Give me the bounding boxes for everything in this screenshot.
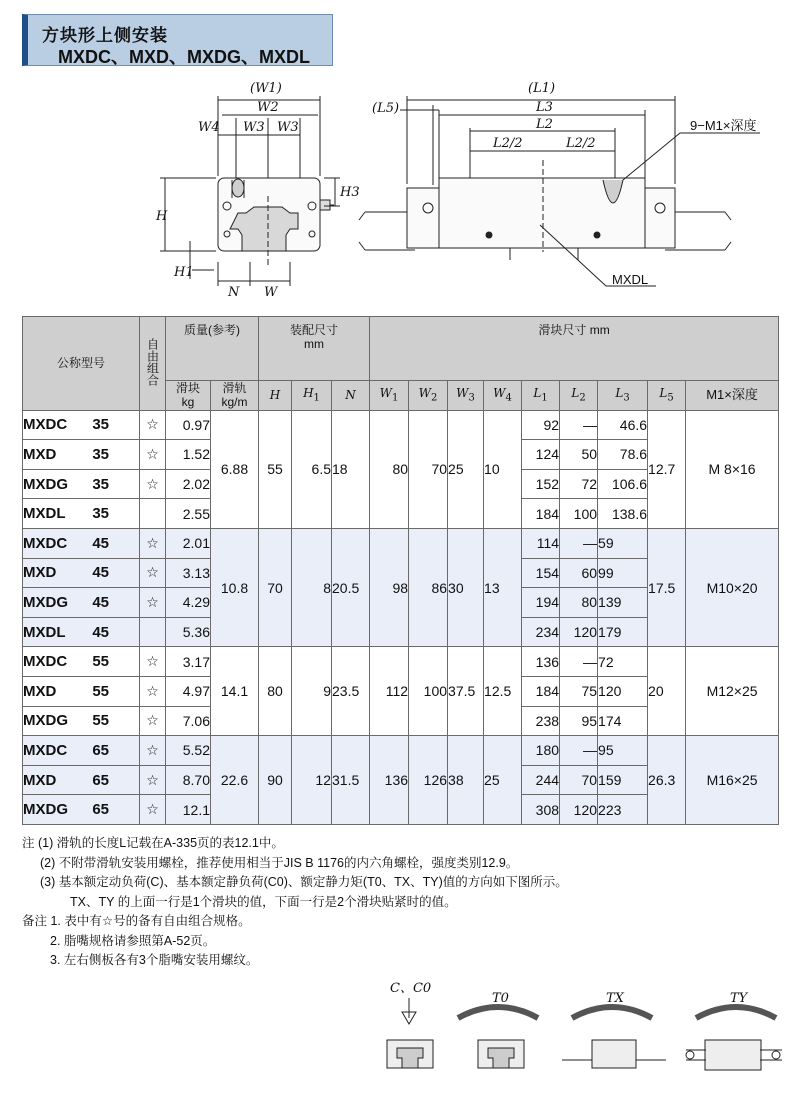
h-H1: $H_1$	[292, 381, 332, 411]
dim-l1-cell: 308	[522, 795, 560, 825]
dim-w4-cell: 10	[484, 410, 522, 528]
dim-w1-cell: 80	[370, 410, 409, 528]
model-size: 45	[92, 623, 109, 641]
note-2: (2) 不附带滑轨安装用螺栓，推荐使用相当于JIS B 1176的内六角螺栓，强度类别12.9。	[40, 855, 519, 870]
dim-l3-cell: 139	[598, 588, 648, 618]
h-rail: 滑轨 kg/m	[211, 381, 259, 411]
dim-n: N	[228, 285, 240, 300]
block-mass-cell: 2.01	[166, 528, 211, 558]
model-size: 55	[92, 712, 109, 730]
model-name: MXDL	[23, 505, 66, 523]
dim-l1-cell: 234	[522, 617, 560, 647]
free-combination-cell	[140, 499, 166, 529]
dim-w1-cell: 136	[370, 736, 409, 825]
note-4: TX、TY 的上面一行是1个滑块的值，下面一行是2个滑块贴紧时的值。	[70, 894, 457, 909]
model-name: MXD	[23, 445, 57, 463]
dimension-drawing	[0, 0, 800, 320]
dim-l3-cell: 59	[598, 528, 648, 558]
h-W3: $W_3$	[448, 381, 484, 411]
dim-l3-cell: 106.6	[598, 469, 648, 499]
model-size: 65	[92, 771, 109, 789]
dim-l1-cell: 184	[522, 499, 560, 529]
rail-mass-cell: 14.1	[211, 647, 259, 736]
block-mass-cell: 4.29	[166, 588, 211, 618]
dim-h: H	[156, 209, 168, 224]
h-M1: M1×深度	[686, 381, 779, 411]
free-combination-cell: ☆	[140, 588, 166, 618]
model-size: 45	[92, 593, 109, 611]
dim-h1-cell: 12	[292, 736, 332, 825]
h-W1: $W_1$	[370, 381, 409, 411]
model-cell	[23, 469, 140, 499]
model-cell	[23, 795, 140, 825]
remark-2: 2. 脂嘴规格请参照第A-52页。	[50, 933, 216, 948]
dim-w3-left: W3	[243, 120, 265, 135]
model-size: 45	[92, 564, 109, 582]
dim-l2-cell: 80	[560, 588, 598, 618]
dim-l2-cell: 75	[560, 676, 598, 706]
remark-3: 3. 左右侧板各有3个脂嘴安装用螺纹。	[50, 953, 259, 967]
dim-l1-cell: 136	[522, 647, 560, 677]
dim-l3-cell: 138.6	[598, 499, 648, 529]
block-mass-cell: 5.36	[166, 617, 211, 647]
dim-l3-cell: 72	[598, 647, 648, 677]
dim-l5-cell: 26.3	[648, 736, 686, 825]
free-combination-cell: ☆	[140, 558, 166, 588]
model-cell	[23, 528, 140, 558]
dim-l5: (L5)	[372, 101, 400, 116]
dim-h3: H3	[340, 185, 360, 200]
model-name: MXDG	[23, 712, 68, 730]
free-combination-cell: ☆	[140, 736, 166, 766]
free-combination-cell: ☆	[140, 469, 166, 499]
model-cell	[23, 676, 140, 706]
dim-n-cell: 23.5	[332, 647, 370, 736]
block-mass-cell: 12.1	[166, 795, 211, 825]
rail-mass-cell: 6.88	[211, 410, 259, 528]
dim-l2-cell: 50	[560, 440, 598, 470]
free-combination-cell: ☆	[140, 647, 166, 677]
model-name: MXDC	[23, 741, 68, 759]
h-W2: $W_2$	[409, 381, 448, 411]
header-title: 方块形上侧安装	[42, 26, 168, 45]
dim-l3-cell: 159	[598, 765, 648, 795]
dim-w2-cell: 100	[409, 647, 448, 736]
dim-l1-cell: 114	[522, 528, 560, 558]
tap-size-cell: M12×25	[686, 647, 779, 736]
block-mass-cell: 7.06	[166, 706, 211, 736]
h-assembly: 装配尺寸 mm	[259, 317, 370, 381]
dim-w2: W2	[257, 100, 279, 115]
model-name: MXD	[23, 771, 57, 789]
model-cell	[23, 410, 140, 440]
tap-size-cell: M 8×16	[686, 410, 779, 528]
dim-l1-cell: 180	[522, 736, 560, 766]
free-combination-cell: ☆	[140, 765, 166, 795]
dim-l2-cell: 95	[560, 706, 598, 736]
table-row	[23, 528, 779, 558]
dim-l2: L2	[536, 117, 553, 132]
block-mass-cell: 0.97	[166, 410, 211, 440]
dim-h1-cell: 8	[292, 528, 332, 646]
model-size: 55	[92, 653, 109, 671]
label-t0: T0	[492, 991, 509, 1006]
dim-l2-half-right: L2/2	[566, 136, 596, 151]
h-L3: $L_3$	[598, 381, 648, 411]
model-cell	[23, 617, 140, 647]
model-cell	[23, 499, 140, 529]
moment-t0-icon	[458, 1007, 538, 1068]
dim-l3-cell: 95	[598, 736, 648, 766]
block-mass-cell: 2.55	[166, 499, 211, 529]
block-mass-cell: 2.02	[166, 469, 211, 499]
notes	[22, 834, 782, 971]
free-combination-cell: ☆	[140, 676, 166, 706]
dim-w4-cell: 25	[484, 736, 522, 825]
moment-ty-icon	[686, 1007, 782, 1070]
dim-l2-cell: 120	[560, 617, 598, 647]
dim-l2-cell: —	[560, 736, 598, 766]
dim-n-cell: 31.5	[332, 736, 370, 825]
dim-l1-cell: 152	[522, 469, 560, 499]
free-combination-cell	[140, 617, 166, 647]
model-name: MXDL	[23, 623, 66, 641]
dim-l5-cell: 17.5	[648, 528, 686, 646]
dim-w1-cell: 112	[370, 647, 409, 736]
h-L1: $L_1$	[522, 381, 560, 411]
dim-w1-cell: 98	[370, 528, 409, 646]
table-row	[23, 410, 779, 440]
dim-w2-cell: 70	[409, 410, 448, 528]
remark-1: 备注 1. 表中有☆号的备有自由组合规格。	[22, 914, 251, 928]
block-mass-cell: 1.52	[166, 440, 211, 470]
label-tx: TX	[606, 991, 624, 1006]
dim-l3-cell: 223	[598, 795, 648, 825]
rail-mass-cell: 22.6	[211, 736, 259, 825]
dim-l3-cell: 174	[598, 706, 648, 736]
h-N: N	[332, 381, 370, 411]
model-size: 35	[92, 445, 109, 463]
free-combination-cell: ☆	[140, 440, 166, 470]
block-mass-cell: 3.17	[166, 647, 211, 677]
dim-l1-cell: 244	[522, 765, 560, 795]
dim-l5-cell: 20	[648, 647, 686, 736]
load-c-icon	[387, 998, 433, 1068]
block-mass-cell: 3.13	[166, 558, 211, 588]
dim-h-cell: 55	[259, 410, 292, 528]
model-size: 35	[92, 475, 109, 493]
dim-w3-cell: 37.5	[448, 647, 484, 736]
model-cell	[23, 706, 140, 736]
dim-w3-cell: 25	[448, 410, 484, 528]
h-mass: 质量(参考)	[166, 317, 259, 381]
dim-h-cell: 70	[259, 528, 292, 646]
dim-l3: L3	[536, 100, 553, 115]
dim-w: W	[264, 285, 278, 300]
dim-n-cell: 18	[332, 410, 370, 528]
dim-n-cell: 20.5	[332, 528, 370, 646]
mxdl-label: MXDL	[612, 272, 649, 287]
dim-w3-cell: 38	[448, 736, 484, 825]
dim-w4-cell: 12.5	[484, 647, 522, 736]
model-cell	[23, 647, 140, 677]
dim-h1-cell: 6.5	[292, 410, 332, 528]
dim-l3-cell: 99	[598, 558, 648, 588]
model-name: MXDC	[23, 416, 68, 434]
free-combination-cell: ☆	[140, 528, 166, 558]
model-name: MXD	[23, 564, 57, 582]
free-combination-cell: ☆	[140, 795, 166, 825]
header-models: MXDC、MXD、MXDG、MXDL	[58, 47, 310, 67]
label-c: C、C0	[390, 981, 432, 996]
dim-l1-cell: 238	[522, 706, 560, 736]
model-name: MXD	[23, 682, 57, 700]
model-size: 65	[92, 801, 109, 819]
model-size: 45	[92, 534, 109, 552]
model-name: MXDG	[23, 801, 68, 819]
note-3: (3) 基本额定动负荷(C)、基本额定静负荷(C0)、额定静力矩(T0、TX、TY)值的方向如下图所示。	[40, 875, 568, 889]
model-size: 55	[92, 682, 109, 700]
model-cell	[23, 588, 140, 618]
note-1: 注 (1) 滑轨的长度L记载在A-335页的表12.1中。	[22, 836, 284, 850]
dim-l3-cell: 46.6	[598, 410, 648, 440]
tap-size-cell: M16×25	[686, 736, 779, 825]
dim-l3-cell: 179	[598, 617, 648, 647]
model-name: MXDC	[23, 653, 68, 671]
dim-h-cell: 90	[259, 736, 292, 825]
spec-table	[22, 316, 779, 825]
dim-l2-cell: 120	[560, 795, 598, 825]
h-L2: $L_2$	[560, 381, 598, 411]
dim-l3-cell: 120	[598, 676, 648, 706]
dim-l1: (L1)	[528, 81, 556, 96]
tap-size-cell: M10×20	[686, 528, 779, 646]
dim-l3-cell: 78.6	[598, 440, 648, 470]
model-name: MXDG	[23, 593, 68, 611]
dim-l1-cell: 92	[522, 410, 560, 440]
dim-l2-cell: —	[560, 528, 598, 558]
dim-w3-right: W3	[277, 120, 299, 135]
h-free: 自由组合	[140, 317, 166, 411]
dim-w4: W4	[198, 120, 220, 135]
dim-l2-cell: 60	[560, 558, 598, 588]
dim-w3-cell: 30	[448, 528, 484, 646]
dim-l5-cell: 12.7	[648, 410, 686, 528]
model-size: 65	[92, 741, 109, 759]
model-cell	[23, 765, 140, 795]
block-mass-cell: 5.52	[166, 736, 211, 766]
dim-l1-cell: 184	[522, 676, 560, 706]
dim-l2-cell: 70	[560, 765, 598, 795]
label-ty: TY	[730, 991, 748, 1006]
dim-l2-cell: 72	[560, 469, 598, 499]
model-cell	[23, 558, 140, 588]
model-name: MXDC	[23, 534, 68, 552]
table-row	[23, 736, 779, 766]
h-H: H	[259, 381, 292, 411]
model-cell	[23, 736, 140, 766]
block-mass-cell: 4.97	[166, 676, 211, 706]
free-combination-cell: ☆	[140, 706, 166, 736]
dim-l2-cell: —	[560, 410, 598, 440]
dim-w1: (W1)	[250, 81, 282, 96]
rail-mass-cell: 10.8	[211, 528, 259, 646]
moment-tx-icon	[562, 1007, 666, 1068]
dim-l1-cell: 154	[522, 558, 560, 588]
dim-h1-cell: 9	[292, 647, 332, 736]
dim-l1-cell: 194	[522, 588, 560, 618]
free-combination-cell: ☆	[140, 410, 166, 440]
h-L5: $L_5$	[648, 381, 686, 411]
tap-note: 9−M1×深度	[690, 118, 757, 133]
dim-h1: H1	[174, 265, 194, 280]
model-size: 35	[92, 505, 109, 523]
dim-l1-cell: 124	[522, 440, 560, 470]
h-slider: 滑块尺寸 mm	[370, 317, 779, 381]
h-model: 公称型号	[23, 317, 140, 411]
table-row	[23, 647, 779, 677]
dim-h-cell: 80	[259, 647, 292, 736]
dim-w2-cell: 126	[409, 736, 448, 825]
model-cell	[23, 440, 140, 470]
dim-w4-cell: 13	[484, 528, 522, 646]
dim-l2-cell: 100	[560, 499, 598, 529]
dim-l2-half-left: L2/2	[493, 136, 523, 151]
block-mass-cell: 8.70	[166, 765, 211, 795]
dim-l2-cell: —	[560, 647, 598, 677]
h-W4: $W_4$	[484, 381, 522, 411]
model-name: MXDG	[23, 475, 68, 493]
h-block: 滑块 kg	[166, 381, 211, 411]
model-size: 35	[92, 416, 109, 434]
dim-w2-cell: 86	[409, 528, 448, 646]
